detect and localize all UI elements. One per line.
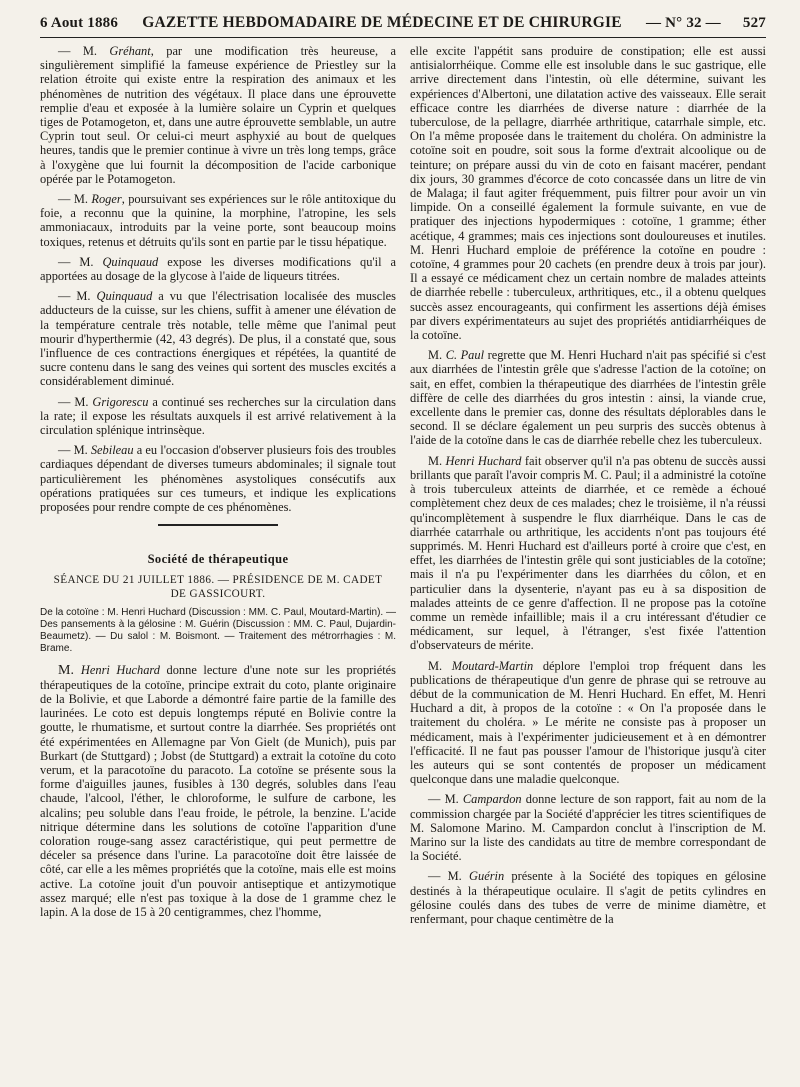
paragraph-text: a vu que l'électrisation localisée des muscles adducteurs de la cuisse, sur les chiens, suffit à amener une élévation de la température centrale très notable, telle même que l'animal peut mourir d'hyperthermie (42, 43 degrés). De plus, il a constaté que, sous l'influence de ces contractions énergiques et répétées, la quantité de sucre contenu dans le sang des veines qui sortent des muscles excités a considérablement diminué. — [40, 289, 397, 389]
header-right — [646, 15, 766, 32]
journal-title: GAZETTE HEBDOMADAIRE DE MÉDECINE ET DE CHIRURGIE — [142, 14, 622, 31]
paragraph-text: a continué ses recherches sur la circulation dans la rate; il expose les résultats auxquels il est arrivé relativement à la circulation splénique intrinsèque. — [40, 394, 396, 438]
paragraph-grehant — [40, 44, 396, 186]
paragraph-text: , par une modification très heureuse, a singulièrement simplifié la fameuse expérience de Priestley sur la relation étroite qui existe entre la respiration des animaux et les phénomènes de nutrition des végétaux. Il place dans une éprouvette remplie d'eau et exposée à la lumière solaire un Cyprin et quelques tiges de Potamogeton, et, dans une autre éprouvette semblable, un autre Cyprin tout seul. Or celui-ci meurt asphyxié au bout de quelques heures, tandis que le premier continue à vivre un très long temps, grâce à l'oxygène que lui fournit la décomposition de l'acide carbonique opérée par le Potamogeton. — [40, 44, 396, 186]
paragraph-text: fait observer qu'il n'a pas obtenu de succès aussi brillants que paraît l'avoir compris M. C. Paul; il a administré la cotoïne à trois tuberculeux atteints de diarrhée, et ce remède a échoué complètement chez deux de ces malades; chez le troisième, il n'a réussi qu'incomplètement à suspendre le flux diarrhéique. Dans le cas de diarrhée catarrhale ou arthritique, les accidents n'ont pas toujours été supprimés. M. Henri Huchard est d'ailleurs porté à croire que c'est, en effet, les diarrhées de l'intestin grêle qui sont justiciables de la cotoïne; mais il n'a pu l'expérimenter dans les diarrhées du côlon, et en particulier dans la dysenterie, n'ayant pas eu à sa disposition de malades atteints de ce genre d'affection. Il ne propose pas la cotoïne comme un remède infaillible; mais il a cru intéressant d'étudier ce médicament, sur lequel, à l'étranger, s'est fixée l'attention d'observateurs de mérite. — [410, 453, 766, 653]
paragraph-text: regrette que M. Henri Huchard n'ait pas spécifié si c'est aux diarrhées de l'intestin grêle que s'adresse l'action de la cotoïne; on sait, en effet, combien la thérapeutique des diarrhées de l'intestin grêle diffère de celle des diarrhées du gros intestin : ainsi, la viande crue, excellente dans le premier cas, donne des résultats déplorables dans le second. Il se déclare également un peu surpris des succès obtenus à l'aide de la cotoïne dans le cas de diarrhée rebelle chez les tuberculeux. — [410, 348, 766, 448]
paragraph-text: expose les diverses modifications qu'il a apportées au dosage de la glycose à l'aide de liqueurs titrées. — [40, 254, 396, 284]
author-name: Moutard-Martin — [451, 658, 534, 673]
seance-line-1: SÉANCE DU 21 JUILLET 1886. — PRÉSIDENCE DE M. CADET — [53, 573, 383, 586]
paragraph-text: donne lecture de son rapport, fait au nom de la commission chargée par la Société d'apprécier les titres scientifiques de M. Salomone Marino. M. Campardon conclut à l'inscription de M. Marino sur la liste des candidats au titre de membre correspondant de la Société. — [410, 792, 766, 864]
dash-prefix: — M. — [58, 44, 110, 58]
paragraph-prefix: M. — [428, 453, 446, 468]
dash-prefix: — M. — [58, 289, 97, 304]
paragraph-huchard-reply — [410, 454, 766, 653]
author-name: Henri Huchard — [445, 453, 522, 468]
author-name: Roger — [91, 192, 122, 207]
paragraph-c-paul — [410, 348, 766, 447]
session-summary: De la cotoïne : M. Henri Huchard (Discussion : MM. C. Paul, Moutard-Martin). — Des pansements à la gélosine : M. Guérin (Discussion : MM. C. Paul, Dujardin-Beaumetz). — Du salol : M. Boismont. — Traitement des métrorrhagies : M. Brame. — [40, 606, 396, 654]
author-name: Quinquaud — [102, 254, 159, 269]
paragraph-text: a eu l'occasion d'observer plusieurs fois des troubles cardiaques dépendant de diverses tumeurs abdominales; il signale tout particulièrement les phénomènes asystoliques consécutifs aux opérations pratiquées sur ces tumeurs, et indique les explications proposées pour rendre compte de ces phénomènes. — [40, 443, 396, 515]
paragraph-roger — [40, 192, 396, 249]
paragraph-quinquaud-2 — [40, 289, 396, 388]
society-heading: Société de thérapeutique — [147, 552, 289, 567]
dash-prefix: — M. — [58, 254, 103, 269]
dash-prefix: — M. — [428, 869, 470, 884]
dash-prefix: — M. — [58, 394, 93, 409]
page-header — [40, 14, 766, 38]
paragraph-guerin — [410, 869, 766, 926]
seance-heading — [40, 573, 396, 601]
author-name: Guérin — [469, 869, 505, 884]
paragraph-campardon — [410, 792, 766, 863]
author-name: Gréhant — [109, 44, 151, 58]
author-name: Henri Huchard — [80, 662, 160, 677]
dash-prefix: — M. — [428, 792, 463, 807]
paragraph-sebileau — [40, 443, 396, 514]
issue-number: — N° 32 — — [645, 15, 721, 31]
paragraph-moutard-martin — [410, 659, 766, 787]
paragraph-continued: elle excite l'appétit sans produire de constipation; elle est aussi antisialorrhéique. Comme elle est insoluble dans le suc gastrique, elle arrive directement dans l'intestin, où elle détermine, suivant les expériences d'Albertoni, une dilatation active des vaisseaux. Elle serait efficace contre les diarrhées de diverse nature : diarrhée de la tuberculose, de la pellagre, diarrhée arthritique, catarrhale simple, etc. On l'a même proposée dans le traitement du choléra. On administre la cotoïne soit en poudre, soit sous la forme d'extrait alcoolique ou de teinture; on prépare aussi du vin de coto en faisant macérer, pendant dix jours, 30 grammes d'écorce de coto concassée dans un litre de vin de Malaga; il faut agiter fréquemment, puis filtrer pour avoir un vin limpide. On a conseillé également la formule suivante, en vue de pratiquer des injections hypodermiques : cotoïne, 1 gramme; éther acétique, 4 grammes; mais ces injections sont douloureuses et inutiles. M. Henri Huchard emploie de préférence la cotoïne en poudre : cotoïne, 4 grammes pour 20 cachets (en prendre deux à trois par jour). Il a essayé ce médicament chez un certain nombre de malades atteints de diarrhée rebelle : tuberculeux, arthritiques, etc., il a obtenu quelques succès assez encourageants, qui confirment les assertions déjà émises par divers expérimentateurs au sujet des propriétés antidiarrhéiques de la cotoïne. — [410, 44, 766, 343]
columns — [40, 44, 766, 932]
author-name: Grigorescu — [92, 394, 149, 409]
left-column — [40, 44, 396, 925]
dash-prefix: — M. — [58, 192, 92, 207]
header-date: 6 Aout 1886 — [40, 15, 119, 31]
paragraph-text: déplore l'emploi trop fréquent dans les publications de thérapeutique d'un genre de phrase qui se retrouve au début de la communication de M. Henri Huchard. En effet, M. Henri Huchard a dit, à propos de la cotoïne : « On l'a proposée dans le traitement du choléra. » Le mérite ne consiste pas à proposer un médicament, mais à l'expérimenter judicieusement et à en démontrer l'efficacité. Il ne faut pas pousser l'amour de l'historique jusqu'à citer les auteurs qui se sont contentés de proposer un médicament quelconque dans une maladie quelconque. — [410, 658, 767, 787]
seance-line-2: DE GASSICOURT. — [170, 587, 266, 600]
section-separator — [158, 524, 278, 526]
page-number: 527 — [742, 15, 766, 31]
dash-prefix: — M. — [58, 443, 91, 458]
author-name: Sebileau — [90, 443, 134, 458]
paragraph-text: présente à la Société des topiques en gélosine destinés à la thérapeutique oculaire. Il s'agit de petits cylindres en gélosine coulés dans des tubes de verre de minime diamètre, et renfermant, pour chaque centimètre de la — [410, 869, 766, 926]
author-name: Campardon — [462, 792, 522, 807]
paragraph-grigorescu — [40, 395, 396, 438]
paragraph-quinquaud-1 — [40, 255, 396, 283]
paragraph-text: donne lecture d'une note sur les propriétés thérapeutiques de la cotoïne, principe extrait du coto, plante originaire de la Bolivie, et que Laborde a démontré faire partie de la famille des laurinées. Le coto est depuis longtemps réputé en Bolivie contre la goutte, le rhumatisme, et surtout contre la diarrhée. Ses propriétés ont été expérimentées en Allemagne par Von Gielt (de Munich), puis par Burkart (de Stuttgard) ; Jobst (de Stuttgard) a extrait la cotoïne du coto verum, et la paracotoïne du paracoto. La cotoïne se présente sous la forme d'aiguilles jaunes, fusibles à 130 degrés, solubles dans l'eau chaude, l'alcool, l'éther, le chloroforme, le sulfure de carbone, les alcalins; peu soluble dans l'eau froide, le pétrole, la benzine. L'acide nitrique détermine dans les solutions de cotoïne l'apparition d'une coloration rouge-sang assez caractéristique, qui peut permettre de déceler sa présence dans l'urine. La paracotoïne doit être laissée de côté, car elle a les mêmes propriétés que la cotoïne, mais elle est moins active. La cotoïne jouit d'un pouvoir antiseptique et antizymotique assez marqué; elle n'est pas toxique à la dose de 1 gramme chez le lapin. A la dose de 15 à 20 centigrammes, chez l'homme, — [40, 662, 396, 919]
paragraph-text: , poursuivant ses expériences sur le rôle antitoxique du foie, a reconnu que la quinine, la morphine, l'atropine, les sels ammoniacaux, introduits par la veine porte, sont beaucoup moins toxiques, retenus et détruits qu'ils sont en partie par le tissu hépatique. — [40, 192, 396, 249]
author-name: Quinquaud — [96, 289, 153, 304]
paragraph-prefix: M. — [428, 658, 452, 673]
right-column — [410, 44, 766, 932]
paragraph-prefix: M. — [58, 662, 81, 678]
paragraph-huchard — [40, 663, 396, 920]
author-name: C. Paul — [445, 348, 485, 363]
paragraph-prefix: M. — [428, 348, 446, 363]
